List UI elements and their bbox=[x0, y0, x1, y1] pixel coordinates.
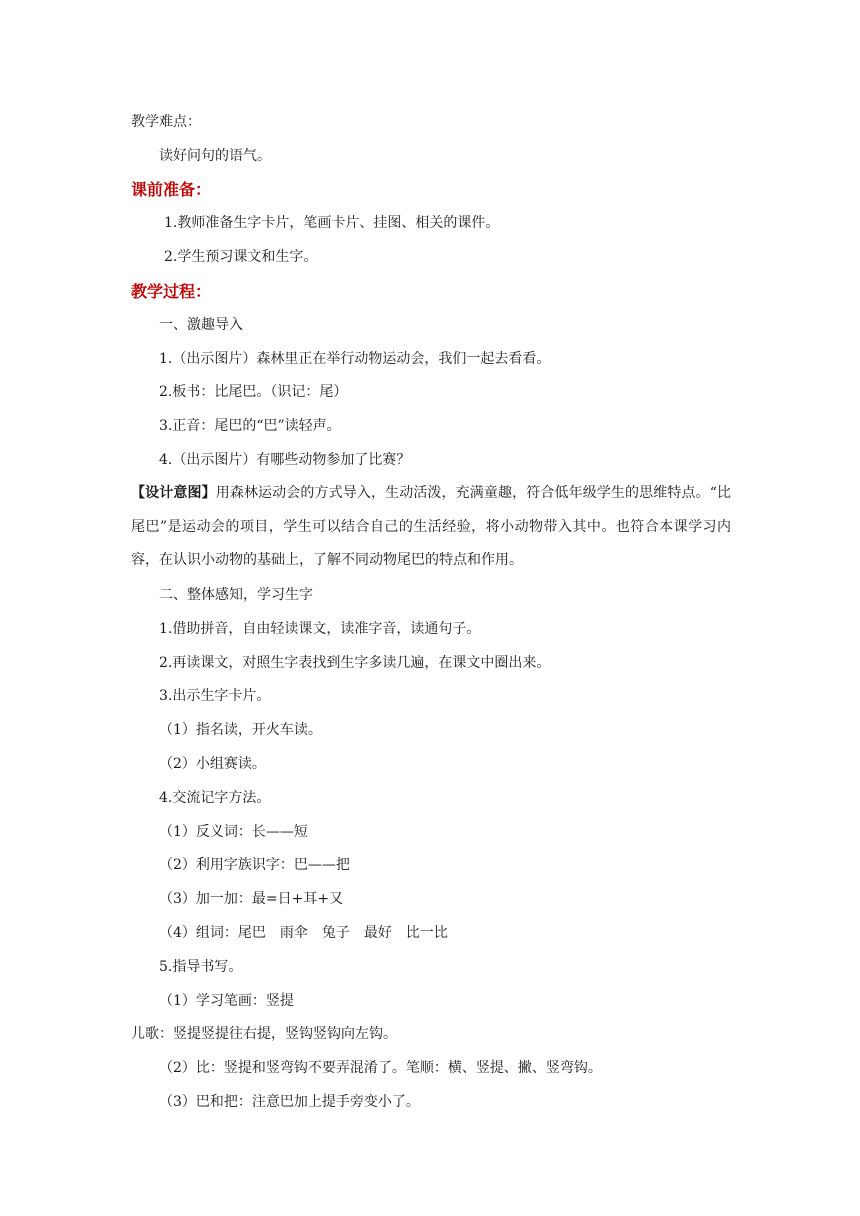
preparation-item-2: 2.学生预习课文和生字。 bbox=[164, 249, 318, 265]
part2-line-4: （1）指名读，开火车读。 bbox=[159, 722, 322, 738]
design-intent-paragraph bbox=[131, 477, 731, 578]
part1-step-3: 3.正音：尾巴的“巴”读轻声。 bbox=[159, 418, 341, 434]
difficulty-label: 教学难点： bbox=[131, 114, 201, 130]
part2-line-1: 1.借助拼音，自由轻读课文，读准字音，读通句子。 bbox=[159, 621, 481, 637]
part2-line-13: 儿歌：竖提竖提往右提，竖钩竖钩向左钩。 bbox=[131, 1026, 397, 1042]
part2-line-12: （1）学习笔画：竖提 bbox=[159, 993, 294, 1009]
part1-step-4: 4.（出示图片）有哪些动物参加了比赛？ bbox=[159, 452, 411, 468]
part2-line-2: 2.再读课文，对照生字表找到生字多读几遍，在课文中圈出来。 bbox=[159, 655, 551, 671]
part2-line-11: 5.指导书写。 bbox=[159, 959, 243, 975]
part1-title: 一、激趣导入 bbox=[159, 317, 243, 333]
part2-line-7: （1）反义词：长——短 bbox=[159, 824, 308, 840]
part2-line-5: （2）小组赛读。 bbox=[159, 756, 266, 772]
part2-line-15: （3）巴和把：注意巴加上提手旁变小了。 bbox=[159, 1094, 420, 1110]
part2-line-10: （4）组词：尾巴 雨伞 兔子 最好 比一比 bbox=[159, 925, 448, 941]
part2-line-9: （3）加一加：最=日+耳+又 bbox=[159, 891, 344, 907]
design-intent-text: 用森林运动会的方式导入，生动活泼，充满童趣，符合低年级学生的思维特点。“比尾巴”是运动会的项目，学生可以结合自己的生活经验，将小动物带入其中。也符合本课学习内容，在认识小动物的基础上，了解不同动物尾巴的特点和作用。 bbox=[131, 485, 732, 568]
part2-line-8: （2）利用字族识字：巴——把 bbox=[159, 857, 350, 873]
design-intent-label: 【设计意图】 bbox=[131, 485, 216, 501]
difficulty-content: 读好问句的语气。 bbox=[159, 148, 271, 164]
preparation-heading: 课前准备： bbox=[131, 180, 212, 199]
process-heading: 教学过程： bbox=[131, 282, 212, 301]
part2-line-6: 4.交流记字方法。 bbox=[159, 790, 271, 806]
preparation-item-1: 1.教师准备生字卡片，笔画卡片、挂图、相关的课件。 bbox=[164, 215, 500, 231]
part1-step-2: 2.板书：比尾巴。（识记：尾） bbox=[159, 384, 348, 400]
part1-step-1: 1.（出示图片）森林里正在举行动物运动会，我们一起去看看。 bbox=[159, 351, 551, 367]
part2-title: 二、整体感知，学习生字 bbox=[159, 587, 313, 603]
part2-line-3: 3.出示生字卡片。 bbox=[159, 688, 271, 704]
part2-line-14: （2）比：竖提和竖弯钩不要弄混淆了。笔顺：横、竖提、撇、竖弯钩。 bbox=[159, 1060, 602, 1076]
